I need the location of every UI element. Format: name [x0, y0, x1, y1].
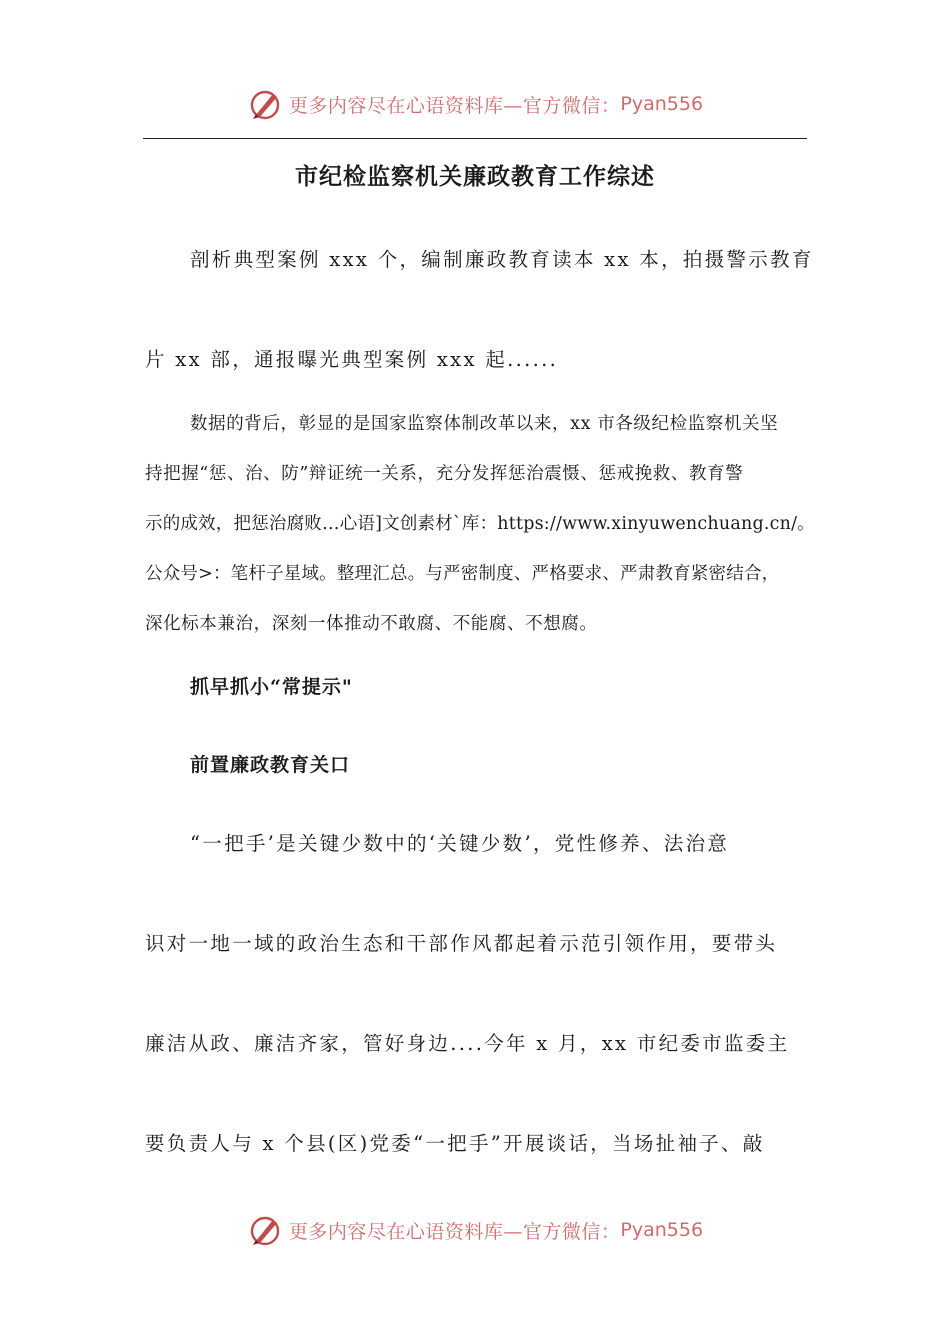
pen-logo-icon	[247, 1212, 283, 1248]
paragraph-line: 深化标本兼治，深刻一体推动不敢腐、不能腐、不想腐。	[145, 614, 598, 634]
paragraph-line: “一把手’是关键少数中的‘关键少数’，党性修养、法治意	[190, 832, 730, 855]
banner-wechat-id: Pyan556	[620, 1219, 704, 1241]
paragraph-line: 公众号>：笔杆子星域。整理汇总。与严密制度、严格要求、严肃教育紧密结合，	[145, 564, 780, 584]
pen-logo-icon	[247, 86, 283, 122]
header-banner	[0, 82, 950, 126]
paragraph-line: 廉洁从政、廉洁齐家，管好身边....今年 x 月，xx 市纪委市监委主	[145, 1032, 790, 1055]
paragraph-line: 片 xx 部，通报曝光典型案例 xxx 起......	[145, 348, 559, 371]
paragraph-line: 要负责人与 x 个县(区)党委“一把手”开展谈话，当场扯袖子、敲	[145, 1132, 765, 1155]
banner-wechat-id: Pyan556	[620, 93, 704, 115]
section-heading: 前置廉政教育关口	[190, 754, 351, 776]
paragraph-line: 示的成效，把惩治腐败…心语]文创素材`库：https://www.xinyuwenchuang.cn/。	[145, 514, 815, 534]
header-divider	[143, 138, 807, 139]
paragraph-line: 剖析典型案例 xxx 个，编制廉政教育读本 xx 本，拍摄警示教育	[190, 248, 814, 271]
paragraph-line: 数据的背后，彰显的是国家监察体制改革以来，xx 市各级纪检监察机关坚	[190, 414, 779, 434]
document-title: 市纪检监察机关廉政教育工作综述	[295, 163, 655, 190]
footer-banner	[0, 1208, 950, 1252]
paragraph-line: 识对一地一域的政治生态和干部作风都起着示范引领作用，要带头	[145, 932, 778, 955]
section-heading: 抓早抓小“常提示"	[190, 676, 353, 698]
banner-text: 更多内容尽在心语资料库—官方微信：	[288, 94, 621, 117]
banner-text: 更多内容尽在心语资料库—官方微信：	[288, 1220, 621, 1243]
paragraph-line: 持把握“惩、治、防”辩证统一关系，充分发挥惩治震慑、惩戒挽救、教育警	[145, 464, 744, 484]
